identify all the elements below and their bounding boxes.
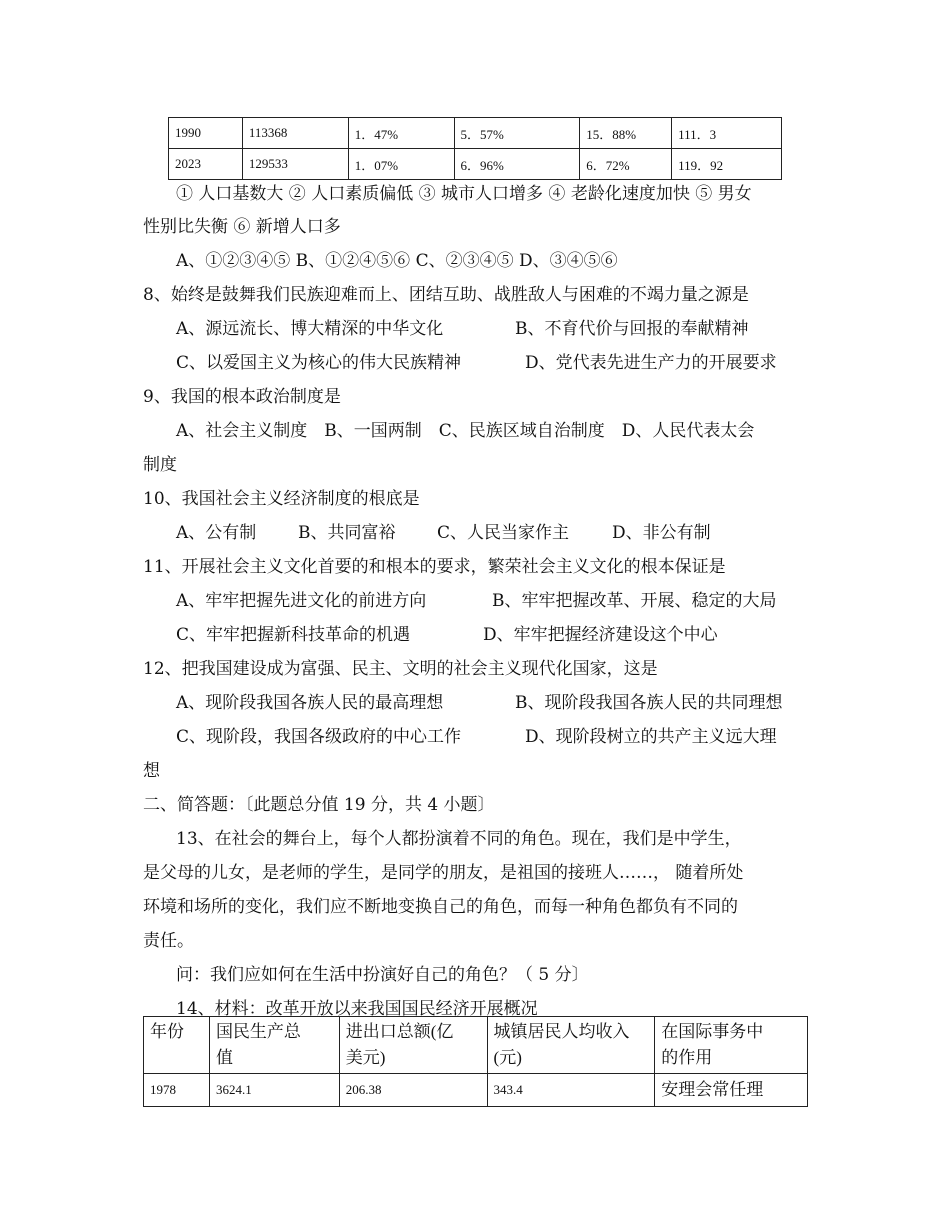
q7-options-line1: ① 人口基数大 ② 人口素质偏低 ③ 城市人口增多 ④ 老龄化速度加快 ⑤ 男女 <box>176 184 752 204</box>
q8-option-b: B、不育代价与回报的奉献精神 <box>515 319 749 339</box>
q11-option-b: B、牢牢把握改革、开展、稳定的大局 <box>492 591 777 611</box>
q13-line3: 环境和场所的变化，我们应不断地变换自己的角色，而每一种角色都负有不同的 <box>143 897 738 917</box>
q8-option-d: D、党代表先进生产力的开展要求 <box>525 353 777 373</box>
q10-stem: 10、我国社会主义经济制度的根底是 <box>143 489 420 509</box>
q10-option-d: D、非公有制 <box>612 523 711 543</box>
table-cell: 6．72% <box>580 149 672 180</box>
q7-options-line2: 性别比失衡 ⑥ 新增人口多 <box>143 217 341 237</box>
section-title: 二、简答题：〔此题总分值 19 分，共 4 小题〕 <box>143 795 495 815</box>
q12-option-b: B、现阶段我国各族人民的共同理想 <box>515 693 783 713</box>
table-cell: 5．57% <box>454 118 580 149</box>
table-cell: 129533 <box>242 149 348 180</box>
table-cell: 1．47% <box>348 118 454 149</box>
table-cell: 1978 <box>144 1074 210 1107</box>
table-cell: 119．92 <box>672 149 782 180</box>
q9-choices-line1: A、社会主义制度 B、一国两制 C、民族区域自治制度 D、人民代表太会 <box>176 421 755 441</box>
column-header: 在国际事务中 的作用 <box>655 1017 808 1074</box>
q12-stem: 12、把我国建设成为富强、民主、文明的社会主义现代化国家，这是 <box>143 659 658 679</box>
q10-option-c: C、人民当家作主 <box>437 523 570 543</box>
table-cell: 206.38 <box>339 1074 487 1107</box>
population-table <box>168 117 782 180</box>
q11-stem: 11、开展社会主义文化首要的和根本的要求，繁荣社会主义文化的根本保证是 <box>143 557 726 577</box>
q13-question: 问：我们应如何在生活中扮演好自己的角色？（ 5 分〕 <box>176 965 589 985</box>
table-cell: 安理会常任理 <box>655 1074 808 1107</box>
table-cell: 1990 <box>169 118 243 149</box>
q12-option-d: D、现阶段树立的共产主义远大理 <box>525 727 777 747</box>
table-cell: 343.4 <box>487 1074 655 1107</box>
q8-option-a: A、源远流长、博大精深的中华文化 <box>176 319 444 339</box>
economy-table <box>143 1016 808 1107</box>
q13-line4: 责任。 <box>143 931 194 951</box>
table-row <box>169 149 782 180</box>
table-cell: 1．07% <box>348 149 454 180</box>
q10-option-a: A、公有制 <box>176 523 257 543</box>
table-cell: 6．96% <box>454 149 580 180</box>
q10-option-b: B、共同富裕 <box>298 523 396 543</box>
column-header: 进出口总额(亿 美元) <box>339 1017 487 1074</box>
table-header-row <box>144 1017 808 1074</box>
q12-option-d-continued: 想 <box>143 761 160 781</box>
table-cell: 15．88% <box>580 118 672 149</box>
q7-choices: A、①②③④⑤ B、①②④⑤⑥ C、②③④⑤ D、③④⑤⑥ <box>176 251 618 271</box>
q11-option-a: A、牢牢把握先进文化的前进方向 <box>176 591 427 611</box>
column-header: 年份 <box>144 1017 210 1074</box>
table-cell: 3624.1 <box>209 1074 339 1107</box>
table-row <box>169 118 782 149</box>
q11-option-c: C、牢牢把握新科技革命的机遇 <box>176 625 411 645</box>
q11-option-d: D、牢牢把握经济建设这个中心 <box>483 625 718 645</box>
table-row <box>144 1074 808 1107</box>
q13-line2: 是父母的儿女，是老师的学生，是同学的朋友，是祖国的接班人……， 随着所处 <box>143 863 744 883</box>
column-header: 城镇居民人均收入 (元) <box>487 1017 655 1074</box>
table-cell: 111．3 <box>672 118 782 149</box>
q9-choices-line2: 制度 <box>143 455 177 475</box>
table-cell: 2023 <box>169 149 243 180</box>
q9-stem: 9、我国的根本政治制度是 <box>143 387 341 407</box>
q14-intro: 14、材料：改革开放以来我国国民经济开展概况 <box>176 999 538 1019</box>
q12-option-a: A、现阶段我国各族人民的最高理想 <box>176 693 444 713</box>
table-cell: 113368 <box>242 118 348 149</box>
q8-option-c: C、以爱国主义为核心的伟大民族精神 <box>176 353 462 373</box>
q13-line1: 13、在社会的舞台上，每个人都扮演着不同的角色。现在，我们是中学生， <box>176 829 742 849</box>
column-header: 国民生产总 值 <box>209 1017 339 1074</box>
q8-stem: 8、始终是鼓舞我们民族迎难而上、团结互助、战胜敌人与困难的不竭力量之源是 <box>143 285 749 305</box>
q12-option-c: C、现阶段，我国各级政府的中心工作 <box>176 727 462 747</box>
